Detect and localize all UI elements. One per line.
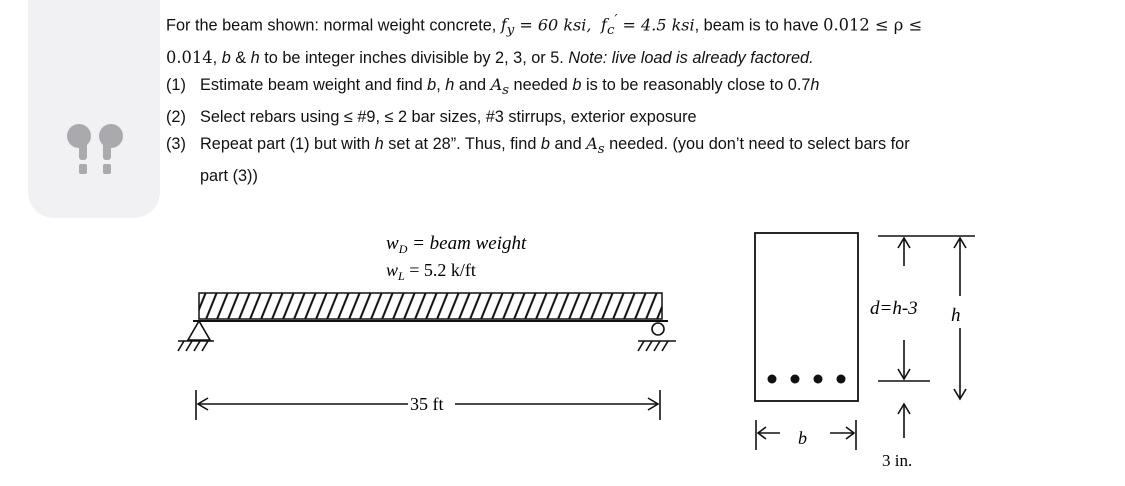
dead-load-label: $w_D$ = beam weight: [386, 233, 527, 256]
width-label: b: [798, 428, 807, 448]
note: Note: live load is already factored.: [568, 49, 814, 68]
pin-support-left: [178, 321, 214, 351]
intro-line-2: 0.014, b & h to be integer inches divisible by 2, 3, or 5. Note: live load is already factored.: [166, 48, 814, 68]
cover-label: 3 in.: [882, 451, 913, 470]
step-3-cont: part (3)): [200, 167, 258, 186]
span-label: 35 ft: [410, 394, 444, 414]
intro-line-1: For the beam shown: normal weight concrete, $f_y = 60$ ksi, $f_c' = 4.5$ ksi, beam is to have 0.012 ≤ ρ ≤: [166, 13, 923, 39]
fy-symbol: $f_y$: [500, 15, 515, 39]
roller-support-right: [638, 323, 676, 351]
rho-range: 0.012 ≤ ρ ≤: [823, 15, 923, 35]
step-1: (1) Estimate beam weight and find b, h and $A_s$ needed b is to be reasonably close to 0.7h: [166, 74, 820, 98]
step-2: (2) Select rebars using ≤ #9, ≤ 2 bar sizes, #3 stirrups, exterior exposure: [166, 108, 697, 127]
rebars: [768, 375, 846, 384]
effective-depth-label: d=h-3: [870, 298, 918, 319]
cover-dimension: [898, 404, 910, 438]
as-symbol: $A_s$: [586, 133, 605, 157]
step-3: (3) Repeat part (1) but with h set at 28”. Thus, find b and $A_s$ needed. (you don’t need to select bars for: [166, 133, 910, 157]
live-load-label: $w_L = 5.2$ k/ft: [386, 260, 476, 283]
distributed-load: [199, 293, 662, 319]
height-label: h: [951, 305, 961, 326]
as-symbol: $A_s$: [490, 74, 509, 98]
fc-symbol: $f_c'$: [601, 13, 618, 39]
